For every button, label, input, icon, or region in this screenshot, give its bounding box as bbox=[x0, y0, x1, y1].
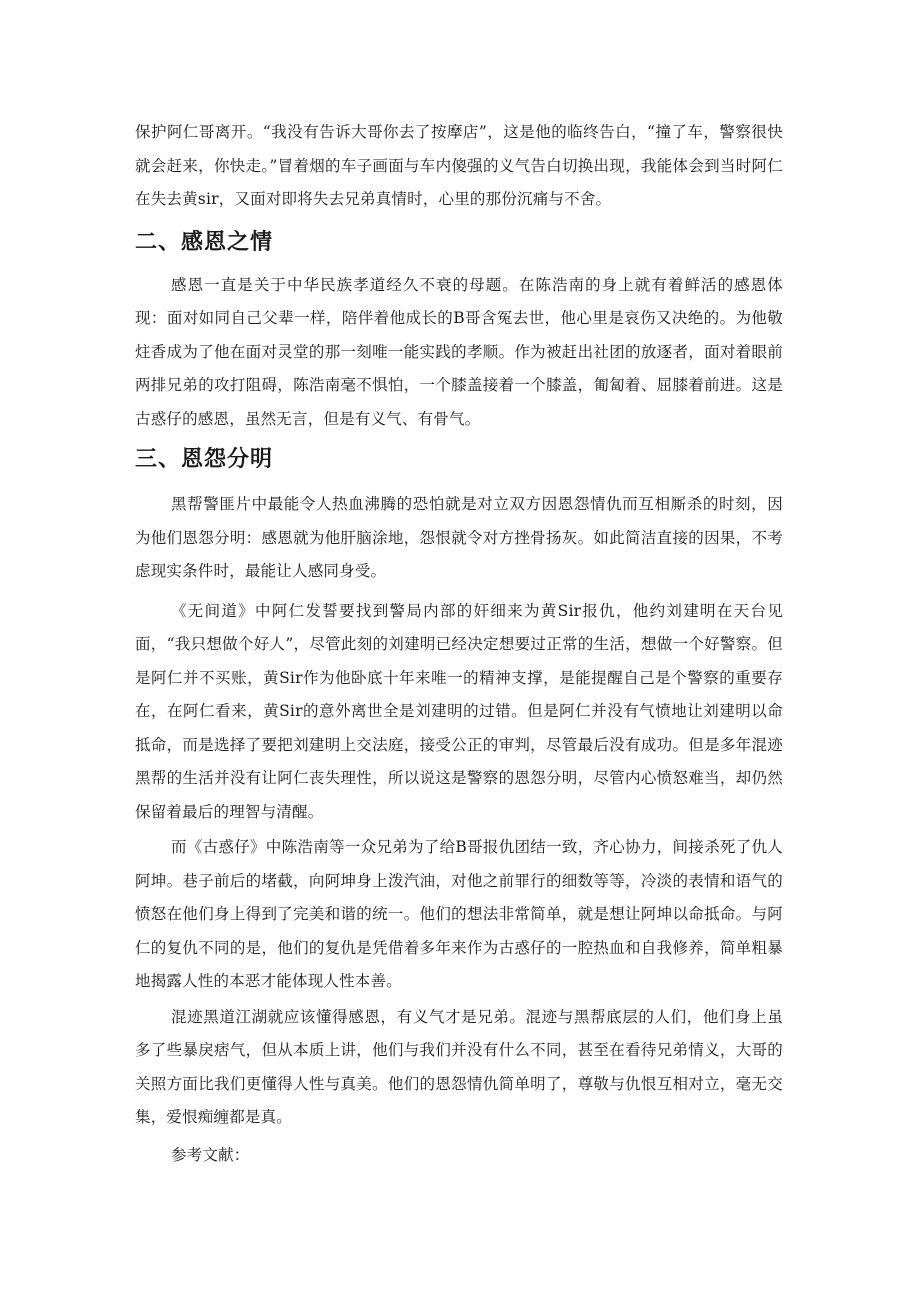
paragraph-conclusion: 混迹黑道江湖就应该懂得感恩，有义气才是兄弟。混迹与黑帮底层的人们，他们身上虽多了些暴戾痞气，但从本质上讲，他们与我们并没有什么不同，甚至在看待兄弟情义，大哥的关照方面比我们更懂得人性与真美。他们的恩怨情仇简单明了，尊敬与仇恨互相对立，毫无交集，爱恨痴缠都是真。 bbox=[135, 1007, 783, 1126]
paragraph-infernal-affairs: 《无间道》中阿仁发誓要找到警局内部的奸细来为黄Sir报仇，他约刘建明在天台见面，“我只想做个好人”，尽管此刻的刘建明已经决定想要过正常的生活，想做一个好警察。但是阿仁并不买账，黄Sir作为他卧底十年来唯一的精神支撑，是能提醒自己是个警察的重要存在，在阿仁看来，黄Sir的意外离世全是刘建明的过错。但是阿仁并没有气愤地让刘建明以命抵命，而是选择了要把刘建明上交法庭，接受公正的审判，尽管最后没有成功。但是多年混迹黑帮的生活并没有让阿仁丧失理性，所以说这是警察的恩怨分明，尽管内心愤怒难当，却仍然保留着最后的理智与清醒。 bbox=[135, 601, 783, 821]
paragraph-young-and-dangerous: 而《古惑仔》中陈浩南等一众兄弟为了给B哥报仇团结一致，齐心协力，间接杀死了仇人阿坤。巷子前后的堵截，向阿坤身上泼汽油，对他之前罪行的细数等等，冷淡的表情和语气的愤怒在他们身上得到了完美和谐的统一。他们的想法非常简单，就是想让阿坤以命抵命。与阿仁的复仇不同的是，他们的复仇是凭借着多年来作为古惑仔的一腔热血和自我修养，简单粗暴地揭露人性的本恶才能体现人性本善。 bbox=[135, 838, 783, 990]
heading-clear-grudges: 三、恩怨分明 bbox=[135, 447, 274, 472]
references-label: 参考文献： bbox=[171, 1145, 250, 1164]
paragraph-gratitude: 感恩一直是关于中华民族孝道经久不衰的母题。在陈浩南的身上就有着鲜活的感恩体现：面对如同自己父辈一样，陪伴着他成长的B哥含冤去世，他心里是哀伤又决绝的。为他敬炷香成为了他在面对灵堂的那一刻唯一能实践的孝顺。作为被赶出社团的放逐者，面对着眼前两排兄弟的攻打阻碍，陈浩南毫不惧怕，一个膝盖接着一个膝盖，匍匐着、屈膝着前进。这是古惑仔的感恩，虽然无言，但是有义气、有骨气。 bbox=[135, 275, 783, 428]
paragraph-gang-films: 黑帮警匪片中最能令人热血沸腾的恐怕就是对立双方因恩怨情仇而互相厮杀的时刻，因为他们恩怨分明：感恩就为他肝脑涂地，怨恨就令对方挫骨扬灰。如此简洁直接的因果，不考虑现实条件时，最能让人感同身受。 bbox=[135, 495, 783, 580]
document-page bbox=[135, 116, 783, 1172]
heading-gratitude: 二、感恩之情 bbox=[135, 229, 274, 255]
paragraph-opening: 保护阿仁哥离开。“我没有告诉大哥你去了按摩店”，这是他的临终告白，“撞了车，警察很快就会赶来，你快走。”冒着烟的车子画面与车内傻强的义气告白切换出现，我能体会到当时阿仁在失去黄sir，又面对即将失去兄弟真情时，心里的那份沉痛与不舍。 bbox=[135, 123, 783, 208]
